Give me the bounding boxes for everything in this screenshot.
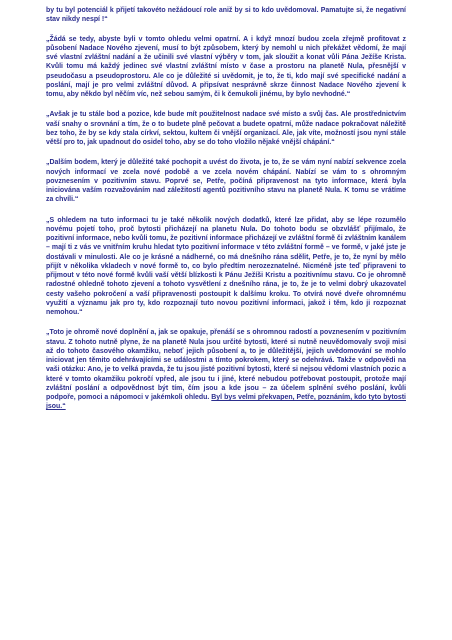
closing-underlined-sentence: Byl bys velmi překvapen, Petře, poznáním, kdo tyto bytosti jsou.“: [46, 394, 406, 411]
paragraph-foundation-position: „Avšak je tu stále bod a pozice, kde bude mít použitelnost nadace své místo a svůj čas. Ale prostřednictvím vaší snahy o srovnání a tím, že o to budete plně pečovat a budete opatrní, může nadace pokračovat náležitě bez toho, že by se kdy stala církví, sektou, kultem či vnější organizací. Ale, jak víte, možností jsou nyní stále větší pro to, jak upadnout do osidel toho, aby se do toho vložilo nějaké vnější chápání.“: [46, 111, 406, 146]
paragraph-positive-beings: [46, 328, 406, 411]
paragraph-new-information: „Dalším bodem, který je důležité také pochopit a uvést do života, je to, že se vám nyní nabízí sekvence zcela nových informací ve zcela nové podobě a ve zcela novém chápání. Nabízí se vám to s ohromným povznesením v pozitivním stavu. Poprvé se, Petře, počíná připravenost na tyto informace, která byla iniciována vaším rozvažováním nad záležitostí agentů pozitivního stavu na planetě Nula. K tomu se vrátíme za chvíli.“: [46, 159, 406, 204]
paragraph-caution: „Žádá se tedy, abyste byli v tomto ohledu velmi opatrní. A i když mnozí budou zcela zřejmě profitovat z působení Nadace Nového zjevení, musí to být způsobem, který by nemohl u nich překážet vědomí, že mají své vlastní zvláštní nadání a že učinili své vlastní výběry v tom, jak sloužit a konat vůli Pána Ježíše Krista. Kvůli tomu má každý jedinec své vlastní zvláštní místo v čase a prostoru na planetě Nula, přesnější v pseudočasu a pseudoprostoru. Ale co je důležité si uvědomit, je to, že ti, kdo mají své specifické nadání a poslání, mají je pro velmi zvláštní důvod. A připsívat nesprávně skrze činnost Nadace Nového zjevení k tomu, aby někdo byl něčím víc, než sebou samým, či k čemukoli jinému, by bylo nevhodné.“: [46, 35, 406, 98]
paragraph-continuation: by tu byl potenciál k přijetí takovéto nežádoucí role aniž by si to kdo uvědomoval. Pamatujte si, že negativní stav nikdy nespí !“: [46, 7, 406, 24]
paragraph-new-additions: „S ohledem na tuto informaci tu je také několik nových dodatků, které lze přidat, aby se lépe rozumělo novému pojetí toho, proč bytosti přicházejí na planetu Nula. Do tohoto bodu se obzvlášť přijímalo, že pozitivní informace, nebo kvůli tomu, že pozitivní informace přicházejí ve zvláštní formě či zvláštním kanálem – mají ti z vás ve vnitřním kruhu hledat tyto pozitivní informace v této zvláštní formě – ve formě, v jaké jste je dostávali v minulosti. Ale co je krásné a nádherné, co má dnešního rána sdělit, Petře, je to, že nyní by mělo přijít v několika vkladech v nové formě to, co bylo předtím nerozeznatelné. Nicméně jste teď připraveni to přijmout v této nové formě kvůli vaší větší blízkosti k Pánu Ježíši Kristu a pozitivnímu stavu. Co je ohromně radostné ohledně tohoto zjevení a tohoto vysvětlení z dnešního rána, je to, že je to velmi dobrý ukazovatel cesty vašeho pokročení a vaší připravenosti postoupit k dalšímu kroku. To otvírá nové dveře ohromnému využití a významu jak pro ty, kdo rozpoznají tuto novou pozitivní informaci, jakož i těm, kdo ji rozpoznat nemohou.“: [46, 216, 406, 316]
paragraph-positive-beings-text: „Toto je ohromě nové doplnění a, jak se opakuje, přenáší se s ohromnou radostí a povznesením v pozitivním stavu. Z tohoto nutně plyne, že na planetě Nula jsou určité bytosti, které si nutně neuvědomovaly svoji misi až do tohoto časového okamžiku, neboť jejich působení a, to je důležitější, jejich uvědomování se mohlo iniciovat jen těmito odehrávajícími se událostmi a tímto pokrokem, který se odehrává. Takže v odpovědi na vaši otázku: Ano, je to velká pravda, že tu jsou jisté pozitivní bytosti, které si nejsou vědomi vlastních pozic a které v tomto okamžiku pokročí vpřed, ale jsou tu i jiné, které nebudou potřebovat postoupit, protože mají zvláštní poslání a odpovědnost být tím, čím jsou a kde jsou – za účelem splnění svého poslání, kvůli podpoře, pomoci a nápomoci v jakémkoli ohledu.: [46, 329, 406, 401]
